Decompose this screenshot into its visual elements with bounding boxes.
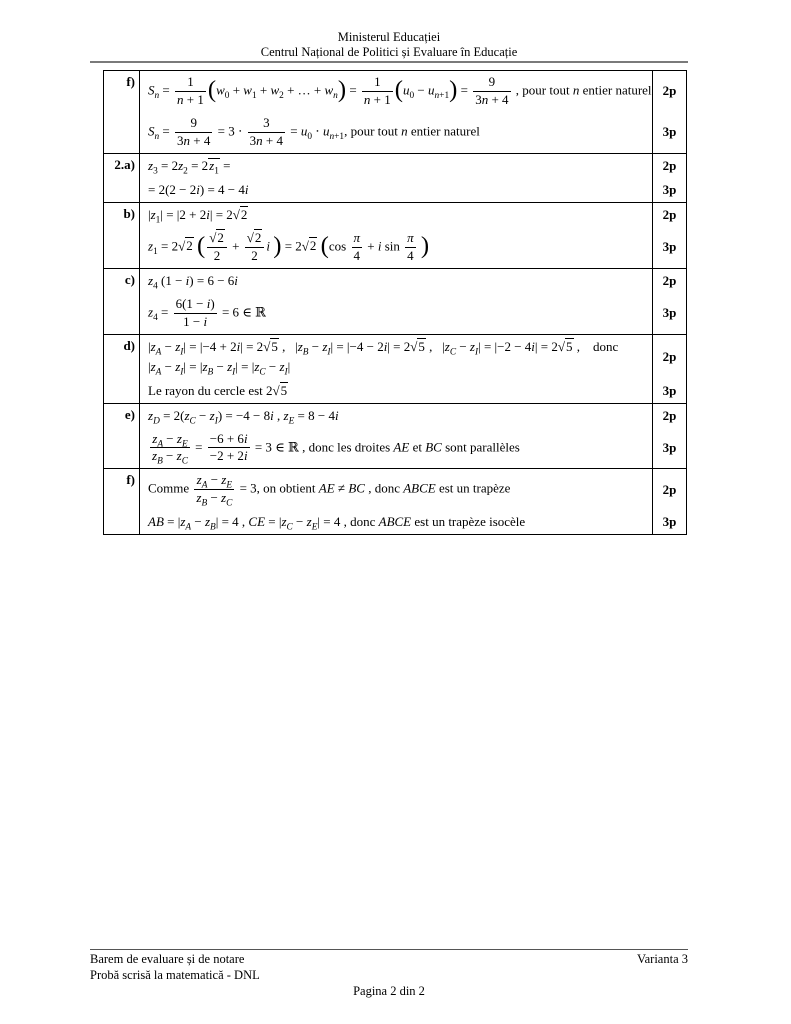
math-line: $|z_1| = |2 + 2i| = 2√2$ <box>148 206 248 226</box>
math-line: $z_4$ = $\frac{6(1 - i)}{1 - i}$ = 6 ∈ ℝ <box>148 295 266 329</box>
page-header <box>90 30 688 60</box>
section-body <box>140 154 686 202</box>
points-cell: 2p <box>652 203 686 227</box>
section-body <box>140 335 686 403</box>
math-content <box>140 335 652 379</box>
table-section-row <box>104 153 686 202</box>
points-cell: 3p <box>652 227 686 268</box>
math-content <box>140 469 652 510</box>
score-item <box>140 428 686 469</box>
math-content <box>140 154 652 178</box>
math-content <box>140 112 652 153</box>
points-cell: 3p <box>652 178 686 202</box>
footer-left-block <box>90 952 260 983</box>
score-item <box>140 469 686 510</box>
math-line: $z_1 = 2√2$ ( $\frac{√2}{2}$ + $\frac{√2}{2}$ i ) = 2√2 (cos $\frac{\pi}{4}$ + i sin $\frac{\pi}{4}$ ) <box>148 229 430 263</box>
points-cell: 2p <box>652 269 686 293</box>
math-line: $\frac{z_A - z_E}{z_B - z_C}$ = $\frac{-6 + 6i}{-2 + 2i}$ = 3 ∈ ℝ , donc les droites AE et BC sont parallèles <box>152 430 520 468</box>
math-line: $z_4$ (1 − i) = 6 − 6i <box>148 272 238 292</box>
section-label: b) <box>104 203 140 268</box>
math-content <box>140 404 652 428</box>
points-cell: 2p <box>652 335 686 379</box>
math-content <box>140 227 652 268</box>
points-cell: 3p <box>652 112 686 153</box>
math-content <box>140 428 652 469</box>
points-cell: 3p <box>652 428 686 469</box>
math-content <box>140 269 652 293</box>
header-center: Centrul Național de Politici și Evaluare în Educație <box>260 45 518 59</box>
section-label: d) <box>104 335 140 403</box>
math-line: Comme $\frac{z_A - z_E}{z_B - z_C}$ = 3, on obtient AE ≠ BC , donc ABCE est un trapèze <box>148 472 511 509</box>
math-line: = 2(2 − 2i) = 4 − 4i <box>148 181 249 197</box>
table-section-row <box>104 268 686 334</box>
points-cell: 2p <box>652 469 686 510</box>
score-item <box>140 379 686 403</box>
score-item <box>140 335 686 379</box>
section-label: f) <box>104 71 140 153</box>
score-item <box>140 269 686 293</box>
score-item <box>140 203 686 227</box>
math-content <box>140 293 652 334</box>
math-content <box>140 71 652 112</box>
points-cell: 2p <box>652 71 686 112</box>
footer-barem-label: Barem de evaluare și de notare <box>90 952 245 966</box>
section-body <box>140 203 686 268</box>
math-line: $|z_A - z_I| = |-4 + 2i| = 2√5$ , $|z_B - z_I| = |-4 - 2i| = 2√5$ , $|z_C - z_I| = |-2 - 4i| = 2√5$ , donc <box>148 338 619 358</box>
math-line: $|z_A - z_I| = |z_B - z_I| = |z_C - z_I|$ <box>148 358 291 378</box>
points-cell: 3p <box>652 379 686 403</box>
math-content <box>140 203 652 227</box>
header-rule <box>90 61 688 63</box>
math-line: $S_n$ = $\frac{1}{n + 1}$ ($w_0 + w_1 + w_2$ + … + $w_n$) = $\frac{1}{n + 1}$ $(u_0 - u_{n+1})$ = $\frac{9}{3n + 4}$ , pour tout n entier naturel <box>148 74 652 107</box>
section-label: f) <box>104 469 140 534</box>
table-section-row <box>104 334 686 403</box>
section-body <box>140 71 686 153</box>
page-footer <box>90 949 688 1000</box>
section-body <box>140 469 686 534</box>
score-table <box>103 70 687 535</box>
math-content <box>140 510 652 534</box>
math-line: Le rayon du cercle est 2√5 <box>148 382 288 398</box>
math-line: $S_n$ = $\frac{9}{3n + 4}$ = 3 ⋅ $\frac{3}{3n + 4}$ = $u_0 \cdot u_{n+1}$, pour tout n entier naturel <box>148 114 480 148</box>
math-line: $z_D = 2(z_C - z_I) = -4 - 8i$ , $z_E = 8 - 4i$ <box>148 407 339 427</box>
score-item <box>140 178 686 202</box>
score-item <box>140 71 686 112</box>
score-item <box>140 293 686 334</box>
points-cell: 2p <box>652 404 686 428</box>
footer-proba-label: Probă scrisă la matematică - DNL <box>90 967 260 982</box>
table-section-row <box>104 71 686 153</box>
points-cell: 3p <box>652 293 686 334</box>
points-cell: 2p <box>652 154 686 178</box>
section-label: e) <box>104 404 140 469</box>
footer-top-row <box>90 949 688 983</box>
table-section-row <box>104 403 686 469</box>
math-line: $z_3 = 2z_2 = 2z_1$ = <box>148 157 231 177</box>
section-label: c) <box>104 269 140 334</box>
score-item <box>140 404 686 428</box>
section-body <box>140 269 686 334</box>
section-label: 2.a) <box>104 154 140 202</box>
math-content <box>140 379 652 403</box>
footer-variant-label: Varianta 3 <box>636 952 688 966</box>
section-body <box>140 404 686 469</box>
score-item <box>140 227 686 268</box>
score-item <box>140 154 686 178</box>
header-ministry: Ministerul Educației <box>337 30 441 44</box>
table-section-row <box>104 202 686 268</box>
score-item <box>140 510 686 534</box>
table-section-row <box>104 468 686 534</box>
score-item <box>140 112 686 153</box>
points-cell: 3p <box>652 510 686 534</box>
footer-page-number: Pagina 2 din 2 <box>353 984 425 999</box>
math-content <box>140 178 652 202</box>
math-line: AB = $|z_A - z_B| = 4$ , CE = $|z_C - z_E| = 4$ , donc ABCE est un trapèze isocèle <box>148 514 526 533</box>
